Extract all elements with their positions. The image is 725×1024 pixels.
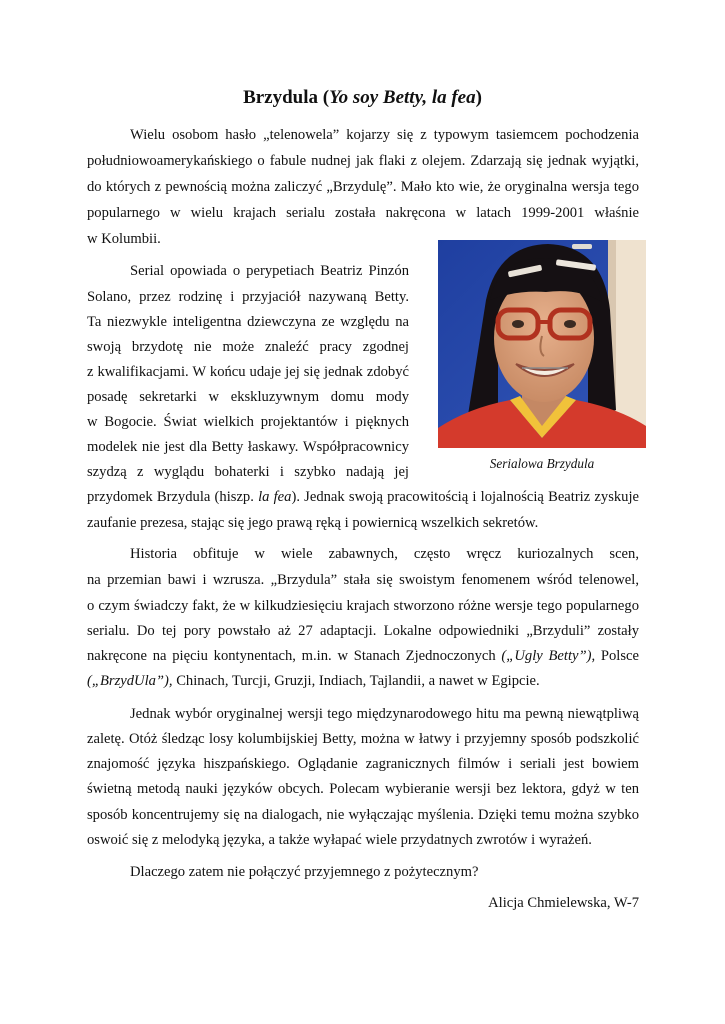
paragraph-line: w Bogocie. Świat wielkich projektantów i pięknych: [87, 414, 409, 430]
paragraph-line: zaletę. Otóż śledząc losy kolumbijskiej Betty, można w łatwy i przyjemny sposób podszkolić: [87, 731, 639, 747]
paragraph-line: Serial opowiada o perypetiach Beatriz Pinzón: [130, 263, 409, 279]
paragraph-line: sposób koncentrujemy się na dialogach, nie wyłączając myślenia. Dzięki temu można szybko: [87, 807, 639, 823]
paragraph-line: popularnego w wielu krajach serialu została nakręcona w latach 1999-2001 właśnie: [87, 205, 639, 221]
betty-photo: [438, 240, 646, 448]
paragraph-line: szydzą z wyglądu bohaterki i szybko nadają jej: [87, 464, 409, 480]
paragraph-line: południowoamerykańskiego o fabule nudnej jak flaki z olejem. Zdarzają się jednak wyjątki,: [87, 153, 639, 169]
paragraph-line: o czym świadczy fakt, że w kilkudziesięciu krajach stworzono różne wersje tego popularnego: [87, 598, 639, 614]
paragraph-line: swoją brzydotę nie może znaleźć pracy zgodnej: [87, 339, 409, 355]
article-title: Brzydula (Yo soy Betty, la fea): [243, 87, 482, 108]
paragraph-line: („BrzydUla”), Chinach, Turcji, Gruzji, Indiach, Tajlandii, a nawet w Egipcie.: [87, 673, 540, 689]
paragraph-line: oswoić się z melodyką języka, a także wyłapać wiele przydatnych zwrotów i wyrażeń.: [87, 832, 592, 848]
paragraph-line: przydomek Brzydula (hiszp. la fea). Jednak swoją pracowitością i lojalnością Beatriz zyskuje: [87, 489, 639, 505]
paragraph-line: modelek nie jest dla Betty łaskawy. Współpracownicy: [87, 439, 409, 455]
paragraph-line: serialu. Do tej pory powstało aż 27 adaptacji. Lokalne odpowiedniki „Brzyduli” zostały: [87, 623, 639, 639]
portrait-image: [438, 240, 646, 448]
paragraph-line: zaufanie prezesa, stając się jego prawą ręką i powiernicą wszelkich sekretów.: [87, 515, 539, 531]
paragraph-line: posadę sekretarki w ekskluzywnym domu mody: [87, 389, 409, 405]
paragraph-line: nakręcone na pięciu kontynentach, m.in. w Stanach Zjednoczonych („Ugly Betty”), Polsce: [87, 648, 639, 664]
paragraph-line: znajomość języka hiszpańskiego. Oglądanie zagranicznych filmów i seriali jest bowiem: [87, 756, 639, 772]
paragraph-line: do których z pewnością można zaliczyć „Brzydulę”. Mało kto wie, że oryginalna wersja tego: [87, 179, 639, 195]
paragraph-line: z kwalifikacjami. W końcu udaje jej się jednak zdobyć: [87, 364, 409, 380]
paragraph-line: w Kolumbii.: [87, 231, 161, 247]
paragraph-line: Solano, przez rodzinę i przyjaciół nazywaną Betty.: [87, 289, 409, 305]
paragraph-line: Jednak wybór oryginalnej wersji tego międzynarodowego hitu ma pewną niewątpliwą: [130, 706, 639, 722]
closing-question: Dlaczego zatem nie połączyć przyjemnego z pożytecznym?: [130, 864, 479, 880]
paragraph-line: na przemian bawi i wzrusza. „Brzydula” stała się swoistym fenomenem wśród telenowel,: [87, 572, 639, 588]
paragraph-line: Ta niezwykle inteligentna dziewczyna ze względu na: [87, 314, 409, 330]
paragraph-line: świetną metodą nauki języków obcych. Polecam wybieranie wersji bez lektora, gdyż w ten: [87, 781, 639, 797]
photo-caption: Serialowa Brzydula: [489, 456, 595, 471]
paragraph-line: Wielu osobom hasło „telenowela” kojarzy się z typowym tasiemcem pochodzenia: [130, 127, 639, 143]
paragraph-line: Historia obfituje w wiele zabawnych, często wręcz kuriozalnych scen,: [130, 546, 639, 562]
author-signature: Alicja Chmielewska, W-7: [488, 895, 639, 911]
